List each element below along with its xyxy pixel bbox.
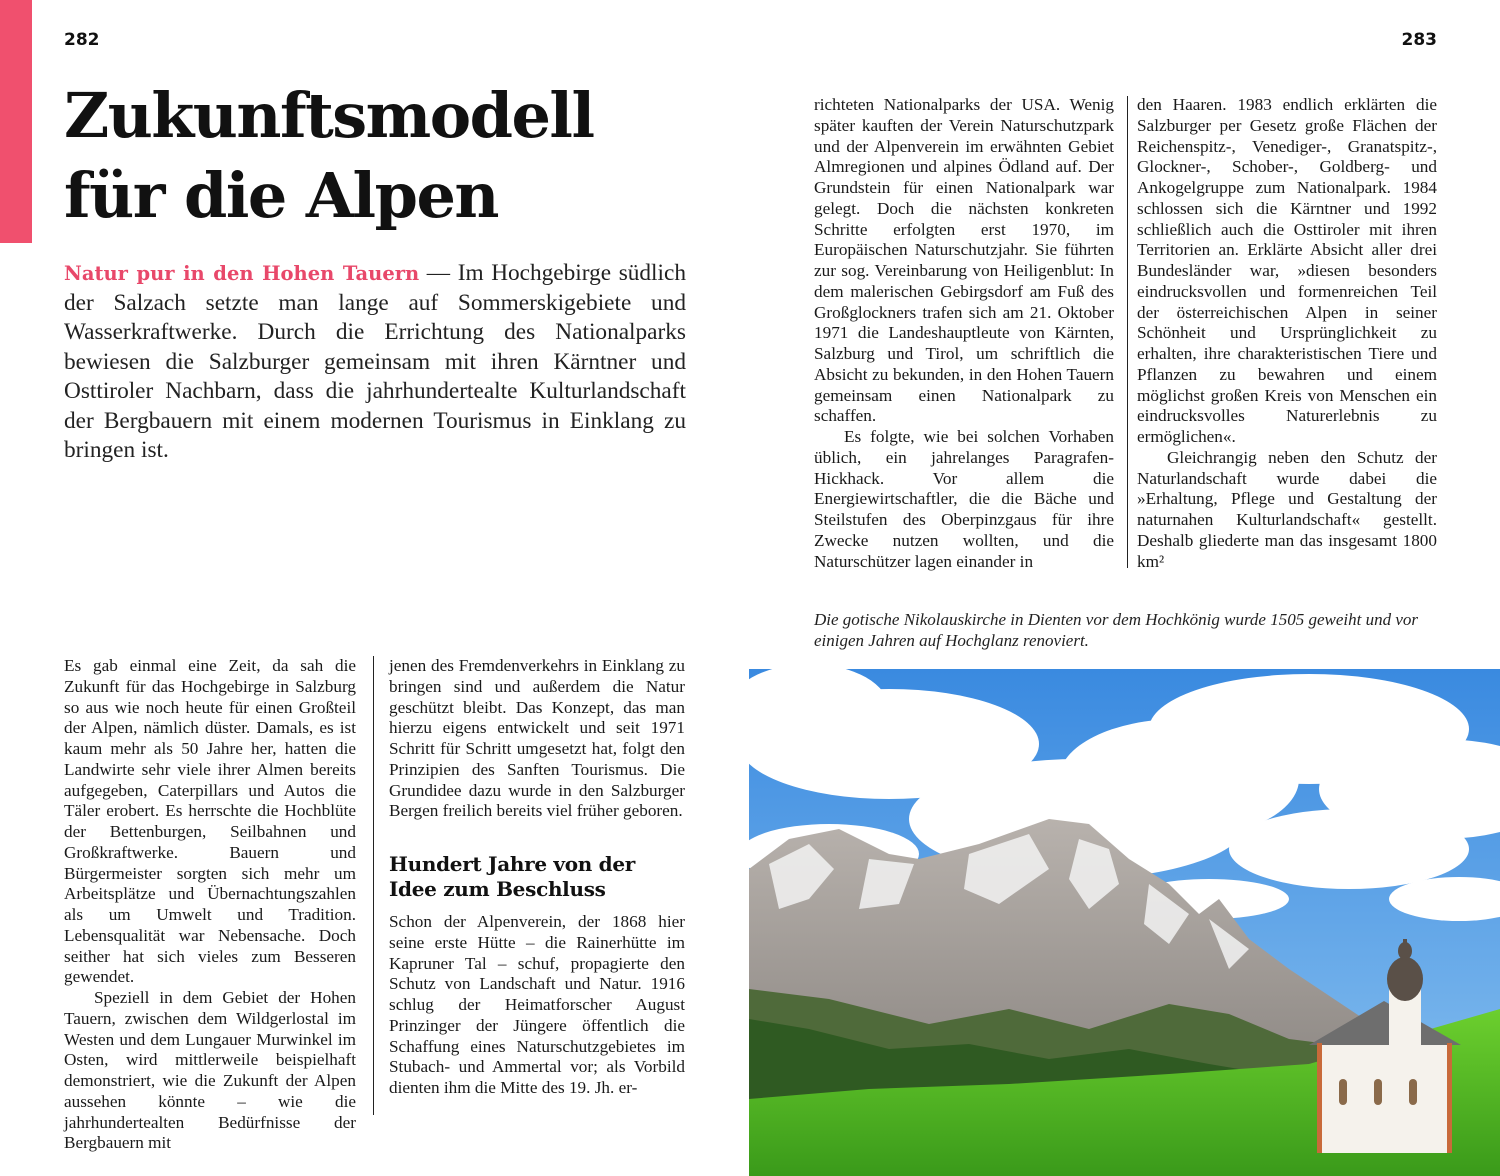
column-4-paragraph-1: den Haaren. 1983 endlich erklärten die Salzburger per Gesetz große Flächen der Reichenspitz-, Venediger-, Granatspitz-, Glockner-, Schober-, Goldberg- und Ankogelgruppe zum Nationalpark. 1984 schlossen sich die Kärntner und 1992 schließlich auch die Osttiroler mit ihren Territorien an. Erklärte Absicht aller drei Bundesländer war, »diesen besonders eindrucksvollen und formenreichen Teil der österreichischen Alpen in seiner Schönheit und Ursprünglichkeit zu erhalten, ihre charakteristischen Tiere und Pflanzen zu bewahren und einem möglichst großen Kreis von Menschen ein eindrucksvolles Naturerlebnis zu ermöglichen«. — [1137, 95, 1437, 446]
column-4 — [1137, 95, 1437, 572]
page-number-right: 283 — [1401, 30, 1437, 50]
title-line-2: für die Alpen — [64, 159, 498, 232]
title-line-1: Zukunftsmodell — [64, 79, 594, 152]
page-number-left: 282 — [64, 30, 100, 50]
photo-caption: Die gotische Nikolauskirche in Dienten vor dem Hochkönig wurde 1505 geweiht und vor einigen Jahren auf Hochglanz renoviert. — [814, 610, 1419, 650]
column-divider-left — [373, 656, 374, 1115]
column-3 — [814, 95, 1114, 572]
accent-bar — [0, 0, 32, 243]
section-subheading: Hundert Jahre von der Idee zum Beschluss — [389, 852, 636, 901]
column-4-paragraph-2: Gleichrangig neben den Schutz der Naturlandschaft wurde dabei die »Erhaltung, Pflege und Gestaltung der naturnahen Kulturlandschaft« gestellt. Deshalb gliederte man das insgesamt 1800 km² — [1137, 447, 1437, 571]
column-2 — [389, 656, 685, 1099]
article-title — [64, 76, 764, 236]
column-1-paragraph-2: Speziell in dem Gebiet der Hohen Tauern, zwischen dem Wildgerlostal im Westen und dem Lungauer Murwinkel im Osten, wird mittlerweile beispielhaft demonstriert, wie die Zukunft der Alpen aussehen könnte – wie die jahrhundertealten Bedürfnisse der Bergbauern mit — [64, 988, 356, 1153]
column-1-paragraph-1: Es gab einmal eine Zeit, da sah die Zukunft für das Hochgebirge in Salzburg so aus wie noch heute für einen Großteil der Alpen, nämlich düster. Damals, es ist kaum mehr als 50 Jahre her, hatten die Landwirte sehr viele ihrer Almen bereits aufgegeben, Caterpillars und Autos die Täler erobert. Es herrschte die Hochblüte der Bettenburgen, Seilbahnen und Großkraftwerke. Bauern und Bürgermeister sorgten sich mehr um Arbeitsplätze und Übernachtungszahlen als um Umwelt und Tradition. Lebensqualität war Nebensache. Doch seither hat sich vieles zum Besseren gewendet. — [64, 656, 356, 987]
lead-text: — Im Hochgebirge südlich der Salzach setzte man lange auf Sommerskigebiete und Wasserkraftwerke. Durch die Errichtung des Nationalparks bewiesen die Salzburger gemeinsam mit ihren Kärntner und Osttiroler Nachbarn, dass die jahrhundertealte Kulturlandschaft der Bergbauern mit einem modernen Tourismus in Einklang zu bringen ist. — [64, 260, 686, 463]
column-3-paragraph-1: richteten Nationalparks der USA. Wenig später kauften der Verein Naturschutzpark und der Alpenverein im erwähnten Gebiet Almregionen und alpines Ödland auf. Der Grundstein für einen Nationalpark war gelegt. Doch die nächsten konkreten Schritte erfolgten erst 1970, im Europäischen Naturschutzjahr. Sie führten zur sog. Vereinbarung von Heiligenblut: In dem malerischen Gebirgsdorf am Fuß des Großglockners trafen sich am 21. Oktober 1971 die Landeshauptleute von Kärnten, Salzburg und Tirol, um schriftlich die Absicht zu bekunden, in den Hohen Tauern gemeinsam einen Nationalpark zu schaffen. — [814, 95, 1114, 426]
column-1 — [64, 656, 356, 1154]
column-3-paragraph-2: Es folgte, wie bei solchen Vorhaben üblich, ein jahrelanges Paragrafen-Hickhack. Vor allem die Energiewirtschaftler, die die Bäche und Steilstufen des Oberpinzgaus für ihre Zwecke nutzen wollten, und die Naturschützer lagen einander in — [814, 427, 1114, 571]
column-2-paragraph-2: Schon der Alpenverein, der 1868 hier seine erste Hütte – die Rainerhütte im Kapruner Tal – schuf, propagierte den Schutz von Landschaft und Natur. 1916 schlug der Heimatforscher August Prinzinger der Jüngere öffentlich die Schaffung eines Naturschutzgebietes im Stubach- und Ammertal vor; als Vorbild dienten ihm die Mitte des 19. Jh. er- — [389, 912, 685, 1097]
column-2-paragraph-1: jenen des Fremdenverkehrs in Einklang zu bringen sind und außerdem die Natur geschützt bleibt. Das Konzept, das man hierzu eigens entwickelt und seit 1971 Schritt für Schritt umgesetzt hat, folgt den Prinzipien des Sanften Tourismus. Die Grundidee dazu wurde in den Salzburger Bergen freilich bereits viel früher geboren. — [389, 656, 685, 821]
lead-kicker: Natur pur in den Hohen Tauern — [64, 262, 420, 285]
church-mountain-photo — [749, 669, 1500, 1176]
column-divider-right — [1127, 96, 1128, 568]
lead-paragraph — [64, 259, 686, 466]
